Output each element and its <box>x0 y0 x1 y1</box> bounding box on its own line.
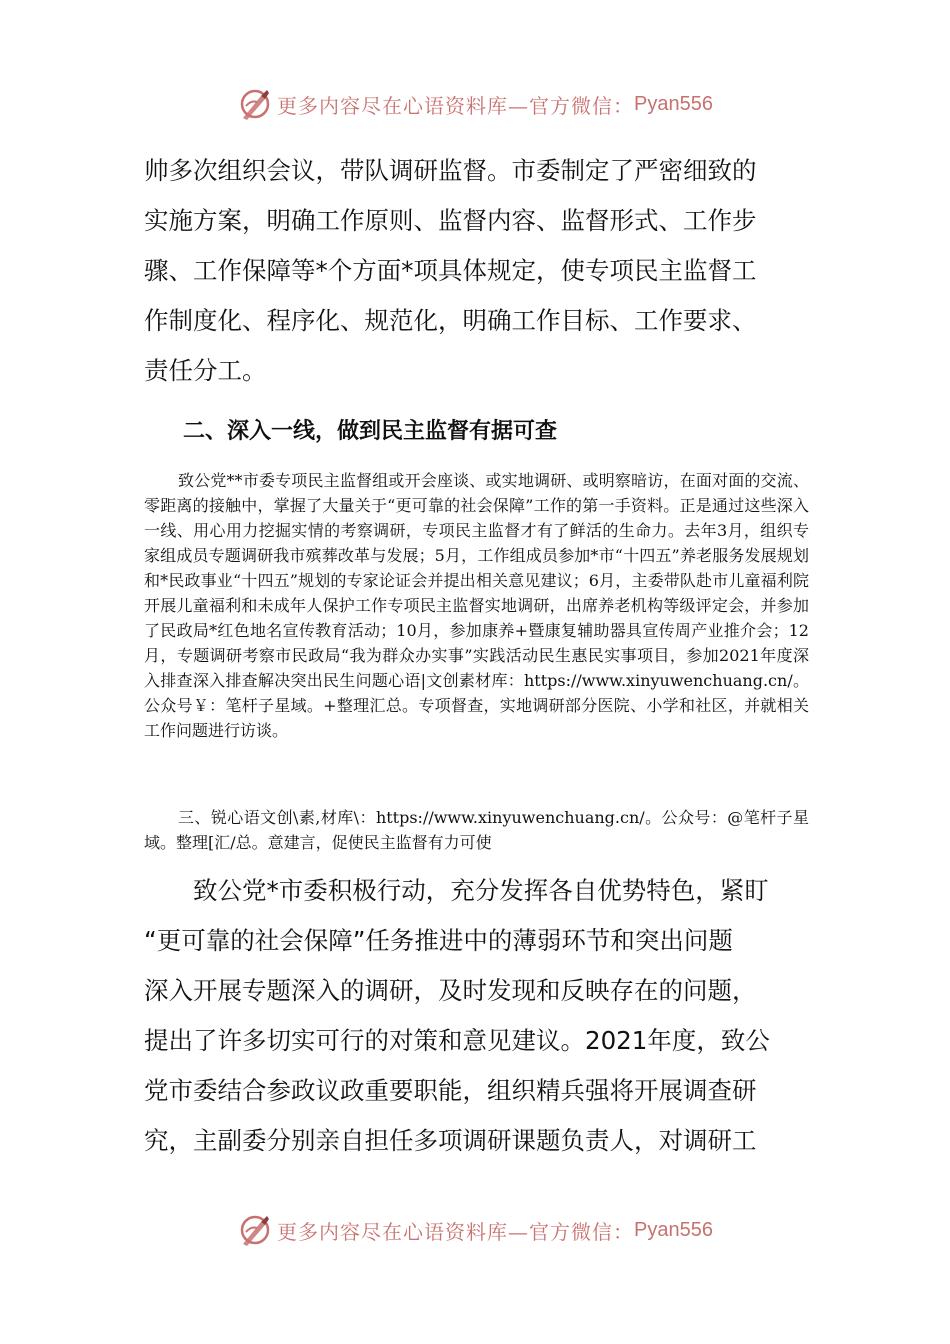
paragraph-1-line: 骤、工作保障等*个方面*项具体规定，使专项民主监督工 <box>144 256 757 285</box>
paragraph-4 <box>144 866 809 1166</box>
paragraph-1-line: 实施方案，明确工作原则、监督内容、监督形式、工作步 <box>144 206 757 235</box>
paragraph-4-line: “更可靠的社会保障”任务推进中的薄弱环节和突出问题 <box>144 926 733 955</box>
paragraph-4-line: 深入开展专题深入的调研，及时发现和反映存在的问题， <box>144 976 757 1005</box>
paragraph-4-line: 究，主副委分别亲自担任多项调研课题负责人，对调研工 <box>144 1126 757 1155</box>
pen-logo-icon <box>237 86 273 122</box>
paragraph-3 <box>144 805 809 855</box>
banner-wechat-id: Pyan556 <box>634 1218 713 1241</box>
paragraph-4-line: 致公党*市委积极行动，充分发挥各自优势特色，紧盯 <box>144 876 769 905</box>
paragraph-1 <box>144 146 809 396</box>
paragraph-4-line: 提出了许多切实可行的对策和意见建议。2021年度，致公 <box>144 1026 770 1055</box>
section-heading-2: 二、深入一线，做到民主监督有据可查 <box>183 419 558 444</box>
paragraph-2-text: 致公党**市委专项民主监督组或开会座谈、或实地调研、或明察暗访，在面对面的交流、零距离的接触中，掌握了大量关于“更可靠的社会保障”工作的第一手资料。正是通过这些深入一线、用心用力挖掘实情的考察调研，专项民主监督才有了鲜活的生命力。去年3月，组织专家组成员专题调研我市殡葬改革与发展；5月，工作组成员参加*市“十四五”养老服务发展规划和*民政事业“十四五”规划的专家论证会并提出相关意见建议；6月，主委带队赴市儿童福利院开展儿童福利和未成年人保护工作专项民主监督实地调研，出席养老机构等级评定会，并参加了民政局*红色地名宣传教育活动；10月，参加康养+暨康复辅助器具宣传周产业推介会；12月，专题调研考察市民政局“我为群众办实事”实践活动民生惠民实事项目，参加2021年度深入排查深入排查解决突出民生问题心语|文创素材库：https://www.xinyuwenchuang.cn/。公众号￥：笔杆子星域。+整理汇总。专项督查，实地调研部分医院、小学和社区，并就相关工作问题进行访谈。 <box>144 471 809 740</box>
header-banner <box>0 82 950 126</box>
paragraph-1-line: 责任分工。 <box>144 356 267 385</box>
paragraph-2 <box>144 468 809 743</box>
banner-text: 更多内容尽在心语资料库—官方微信： <box>277 93 635 118</box>
paragraph-3-text: 三、锐心语文创\素,材库\：https://www.xinyuwenchuang.cn/。公众号：@笔杆子星域。整理[汇/总。意建言，促使民主监督有力可使 <box>144 808 809 852</box>
paragraph-4-line: 党市委结合参政议政重要职能，组织精兵强将开展调查研 <box>144 1076 757 1105</box>
paragraph-1-line: 帅多次组织会议，带队调研监督。市委制定了严密细致的 <box>144 156 757 185</box>
pen-logo-icon <box>237 1212 273 1248</box>
paragraph-1-line: 作制度化、程序化、规范化，明确工作目标、工作要求、 <box>144 306 757 335</box>
footer-banner <box>0 1208 950 1252</box>
banner-text: 更多内容尽在心语资料库—官方微信： <box>277 1219 635 1244</box>
banner-wechat-id: Pyan556 <box>634 92 713 115</box>
